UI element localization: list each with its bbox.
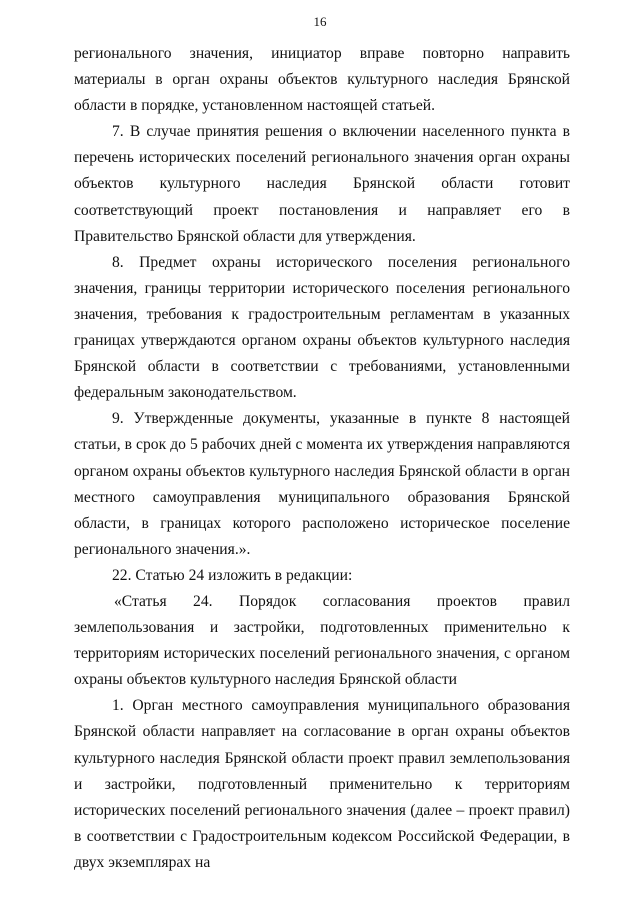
- paragraph-item-8: 8. Предмет охраны исторического поселения регионального значения, границы территории исторического поселения регионального значения, требования к градостроительным регламентам в указанных границах утверждаются органом охраны объектов культурного наследия Брянской области в соответствии с требованиями, установленными федеральным законодательством.: [74, 253, 570, 402]
- article-24-paragraph-1: 1. Орган местного самоуправления муниципального образования Брянской области направляет на согласование в орган охраны объектов культурного наследия Брянской области проект правил землепользования и застройки, подготовленный применительно к территориям исторических поселений регионального значения (далее – проект правил) в соответствии с Градостроительным кодексом Российской Федерации, в двух экземплярах на: [74, 697, 570, 871]
- page-number: 16: [313, 14, 327, 29]
- paragraph-continuation: регионального значения, инициатор вправе повторно направить материалы в орган охраны объектов культурного наследия Брянской области в порядке, установленном настоящей статьей.: [74, 45, 570, 115]
- paragraph-item-9: 9. Утвержденные документы, указанные в пункте 8 настоящей статьи, в срок до 5 рабочих дней с момента их утверждения направляются органом охраны объектов культурного наследия Брянской области в орган местного самоуправления муниципального образования Брянской области, в границах которого расположено историческое поселение регионального значения.».: [74, 410, 570, 558]
- paragraph-amendment-22: 22. Статью 24 изложить в редакции:: [112, 566, 353, 584]
- paragraph-item-7: 7. В случае принятия решения о включении населенного пункта в перечень исторических поселений регионального значения орган охраны объектов культурного наследия Брянской области готовит соответствующий проект постановления и направляет его в Правительство Брянской области для утверждения.: [74, 123, 570, 245]
- document-body: [74, 41, 570, 876]
- article-24-heading: «Статья 24. Порядок согласования проектов правил землепользования и застройки, подготовленных применительно к территориям исторических поселений регионального значения, с органом охраны объектов культурного наследия Брянской области: [74, 592, 570, 689]
